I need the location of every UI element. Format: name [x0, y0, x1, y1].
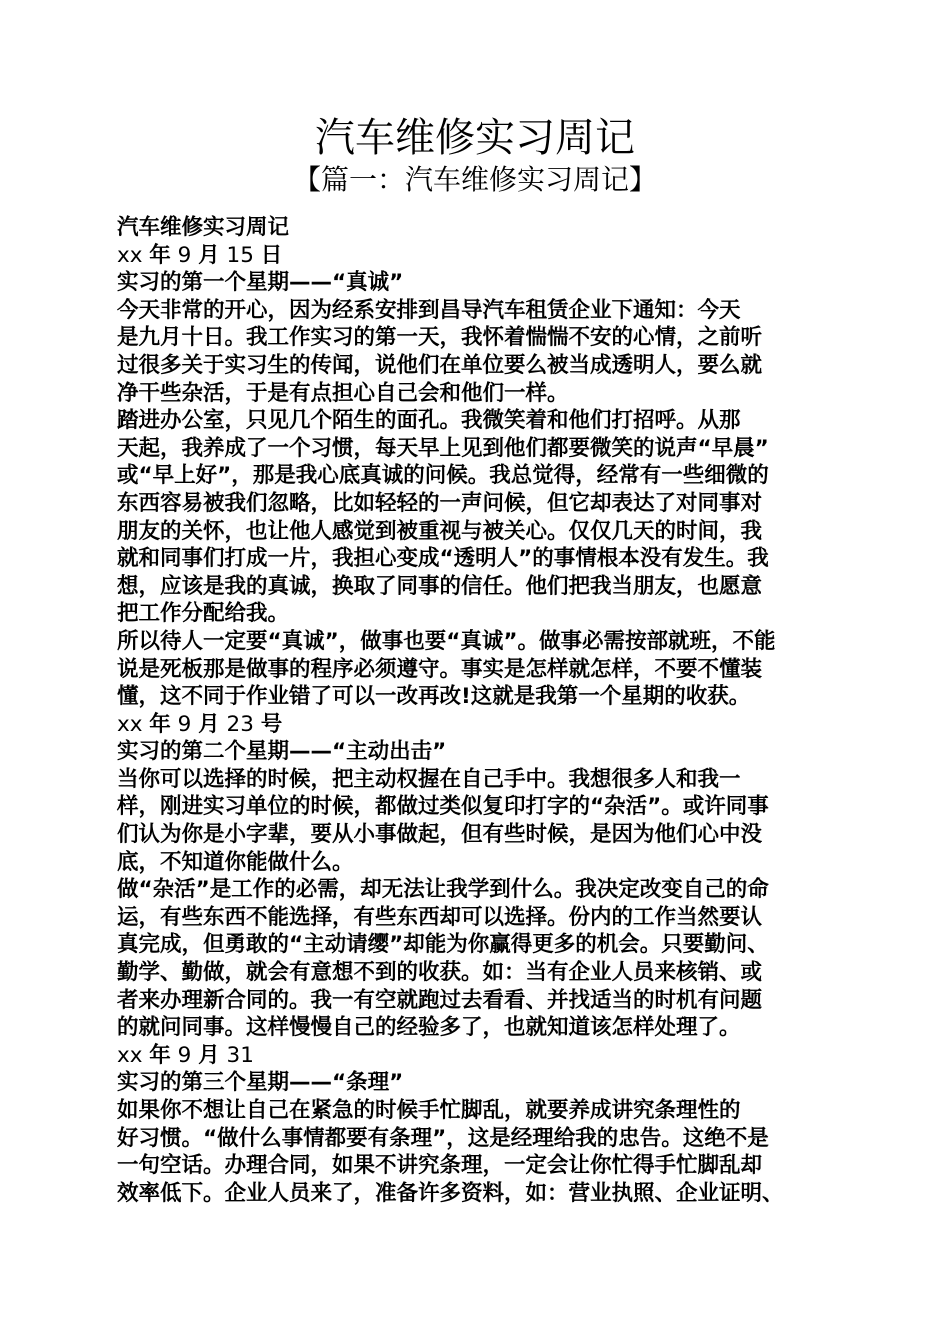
- paragraph-line: 东西容易被我们忽略，比如轻轻的一声问候，但它却表达了对同事对: [117, 490, 763, 516]
- date-part: 日: [260, 242, 283, 268]
- paragraph-line: 或“早上好”，那是我心底真诚的问候。我总觉得，经常有一些细微的: [117, 463, 769, 489]
- date-part: 号: [260, 711, 283, 737]
- date-part: 月: [198, 711, 220, 737]
- paragraph-line: 实习的第三个星期——“条理”: [117, 1070, 404, 1096]
- date-part: 月: [198, 242, 220, 268]
- paragraph-line: 今天非常的开心，因为经系安排到昌导汽车租赁企业下通知：今天: [117, 297, 741, 323]
- document-title: 汽车维修实习周记: [315, 115, 635, 161]
- section-heading: 汽车维修实习周记: [117, 215, 290, 240]
- date-part: 年: [149, 242, 171, 268]
- paragraph-line: 踏进办公室，只见几个陌生的面孔。我微笑着和他们打招呼。从那: [117, 408, 741, 434]
- date-part: 月: [198, 1042, 220, 1068]
- paragraph-line: 所以待人一定要“真诚”，做事也要“真诚”。做事必需按部就班，不能: [117, 628, 776, 654]
- paragraph-line: 实习的第二个星期——“主动出击”: [117, 739, 447, 765]
- paragraph-line: 们认为你是小字辈，要从小事做起，但有些时候，是因为他们心中没: [117, 822, 763, 848]
- date-part: 年: [149, 711, 171, 737]
- date-line: [117, 1042, 837, 1070]
- paragraph-line: 运，有些东西不能选择，有些东西却可以选择。份内的工作当然要认: [117, 904, 763, 930]
- paragraph-line: 是九月十日。我工作实习的第一天，我怀着惴惴不安的心情，之前听: [117, 325, 763, 351]
- paragraph-line: 把工作分配给我。: [117, 601, 290, 627]
- date-part: 9: [170, 1042, 199, 1068]
- date-part: xx: [117, 711, 150, 737]
- paragraph-line: 懂，这不同于作业错了可以一改再改!这就是我第一个星期的收获。: [117, 684, 751, 710]
- date-part: xx: [117, 1042, 150, 1068]
- paragraph-line: 天起，我养成了一个习惯，每天早上见到他们都要微笑的说声“早晨”: [117, 435, 769, 461]
- paragraph-line: 底，不知道你能做什么。: [117, 849, 354, 875]
- paragraph-line: 者来办理新合同的。我一有空就跑过去看看、并找适当的时机有问题: [117, 987, 763, 1013]
- paragraph-line: 勤学、勤做，就会有意想不到的收获。如：当有企业人员来核销、或: [117, 960, 763, 986]
- paragraph-line: 的就问同事。这样慢慢自己的经验多了，也就知道该怎样处理了。: [117, 1015, 741, 1041]
- paragraph-line: 真完成，但勇敢的“主动请缨”却能为你赢得更多的机会。只要勤问、: [117, 932, 769, 958]
- date-line: [117, 242, 837, 270]
- date-part: 31: [219, 1042, 254, 1068]
- paragraph-line: 想，应该是我的真诚，换取了同事的信任。他们把我当朋友，也愿意: [117, 573, 763, 599]
- date-part: 年: [149, 1042, 171, 1068]
- date-part: xx: [117, 242, 150, 268]
- paragraph-line: 样，刚进实习单位的时候，都做过类似复印打字的“杂活”。或许同事: [117, 794, 769, 820]
- paragraph-line: 过很多关于实习生的传闻，说他们在单位要么被当成透明人，要么就: [117, 352, 763, 378]
- date-part: 23: [219, 711, 261, 737]
- paragraph-line: 好习惯。“做什么事情都要有条理”，这是经理给我的忠告。这绝不是: [117, 1125, 769, 1151]
- date-part: 15: [219, 242, 261, 268]
- document-body: [117, 214, 837, 1207]
- paragraph-line: 做“杂活”是工作的必需，却无法让我学到什么。我决定改变自己的命: [117, 877, 769, 903]
- paragraph-line: 说是死板那是做事的程序必须遵守。事实是怎样就怎样，不要不懂装: [117, 656, 763, 682]
- paragraph-line: 朋友的关怀，也让他人感觉到被重视与被关心。仅仅几天的时间，我: [117, 518, 763, 544]
- date-line: [117, 711, 837, 739]
- document-subtitle: 【篇一：汽车维修实习周记】: [292, 163, 657, 196]
- paragraph-line: 当你可以选择的时候，把主动权握在自己手中。我想很多人和我一: [117, 766, 741, 792]
- paragraph-line: 净干些杂活，于是有点担心自己会和他们一样。: [117, 380, 569, 406]
- paragraph-line: 实习的第一个星期——“真诚”: [117, 270, 404, 296]
- paragraph-line: 如果你不想让自己在紧急的时候手忙脚乱，就要养成讲究条理性的: [117, 1098, 741, 1123]
- paragraph-line: 一句空话。办理合同，如果不讲究条理，一定会让你忙得手忙脚乱却: [117, 1153, 763, 1179]
- paragraph-line: 效率低下。企业人员来了，准备许多资料，如：营业执照、企业证明、: [117, 1180, 784, 1206]
- date-part: 9: [170, 711, 199, 737]
- paragraph-line: 就和同事们打成一片，我担心变成“透明人”的事情根本没有发生。我: [117, 546, 769, 572]
- date-part: 9: [170, 242, 199, 268]
